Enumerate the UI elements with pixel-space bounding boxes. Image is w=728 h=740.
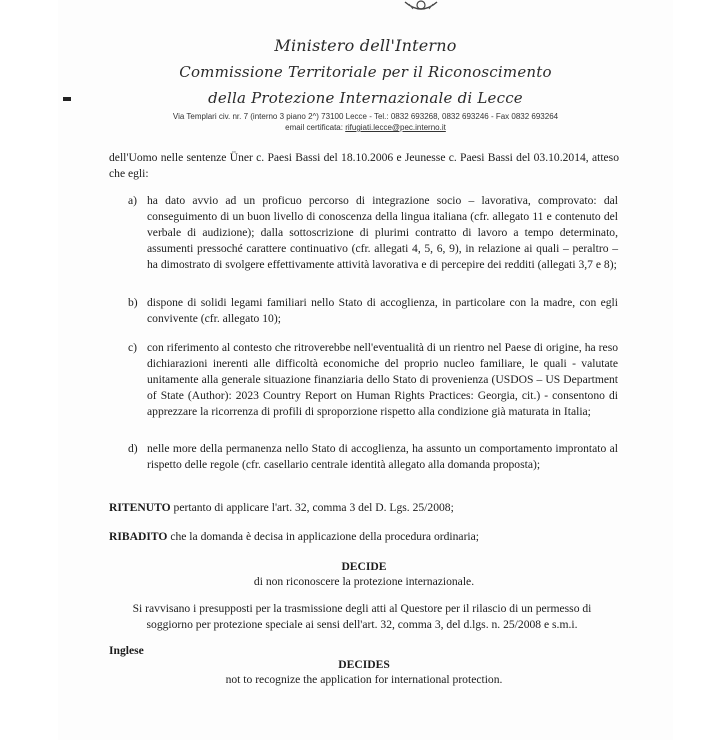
list-item	[128, 441, 618, 473]
list-item-text: nelle more della permanenza nello Stato di accoglienza, ha assunto un comportamento improntato al rispetto delle regole (cfr. casellario centrale identità allegato alla domanda proposta);	[147, 442, 618, 471]
ritenuto-paragraph	[109, 500, 619, 516]
ritenuto-text: pertanto di applicare l'art. 32, comma 3 del D. Lgs. 25/2008;	[170, 501, 454, 514]
email-link[interactable]: rifugiati.lecce@pec.interno.it	[345, 123, 446, 132]
email-label: email certificata:	[285, 123, 346, 132]
ribadito-text: che la domanda è decisa in applicazione della procedura ordinaria;	[167, 530, 480, 543]
scan-mark	[63, 97, 71, 101]
republic-emblem-icon	[401, 0, 441, 14]
list-item-label: d)	[128, 442, 138, 455]
commission-subtitle: della Protezione Internazionale di Lecce	[208, 89, 523, 107]
decides-heading: DECIDES	[338, 658, 390, 671]
ministry-title: Ministero dell'Interno	[274, 36, 457, 55]
list-item-label: c)	[128, 341, 138, 354]
ritenuto-keyword: RITENUTO	[109, 501, 171, 514]
list-item-text: dispone di solidi legami familiari nello Stato di accoglienza, in particolare con la madre, con egli convivente (cfr. allegato 10);	[147, 296, 618, 325]
list-item-text: con riferimento al contesto che ritroverebbe nell'eventualità di un rientro nel Paese di origine, ha reso dichiarazioni inerenti alle difficoltà economiche del proprio nucleo familiare, le quali - valutate unitamente alla generale situazione finanziaria dello Stato di provenienza (USDOS – US Department of State (Author): 2023 Country Report on Human Rights Practices: Georgia, cit.) - consentono di apprezzare la ricorrenza di profili di sproporzione rispetto alla condizione già maturata in Italia;	[147, 341, 618, 418]
list-item-text: ha dato avvio ad un proficuo percorso di integrazione socio – lavorativa, comprovato: dal conseguimento di un buon livello di conoscenza della lingua italiana (cfr. allegato 11 e contenuto del verbale di audizione); dalla sottoscrizione di plurimi contratto di lavoro a tempo determinato, assumenti pressoché carattere continuativo (cfr. allegati 4, 5, 6, 9), in relazione ai quali – peraltro – ha dimostrato di svolgere effettivamente attività lavorativa e di percepire dei redditi (allegati 3,7 e 8);	[147, 194, 618, 271]
commission-title: Commissione Territoriale per il Riconoscimento	[179, 63, 552, 81]
list-item	[128, 295, 618, 327]
decides-text: not to recognize the application for international protection.	[225, 673, 503, 686]
special-protection-note: Si ravvisano i presupposti per la trasmissione degli atti al Questore per il rilascio di un permesso di soggiorno per protezione speciale ai sensi dell'art. 32, comma 3, del d.lgs. n. 25/2008 e s.m.i.	[132, 602, 592, 631]
ribadito-keyword: RIBADITO	[109, 530, 168, 543]
decide-text: di non riconoscere la protezione internazionale.	[253, 575, 475, 588]
certified-email-line	[58, 123, 673, 132]
intro-paragraph: dell'Uomo nelle sentenze Üner c. Paesi Bassi del 18.10.2006 e Jeunesse c. Paesi Bassi del 03.10.2014, atteso che egli:	[109, 151, 619, 180]
ribadito-paragraph	[109, 529, 619, 545]
list-item	[128, 340, 618, 420]
list-item-label: a)	[128, 194, 138, 207]
office-address: Via Templari civ. nr. 7 (interno 3 piano 2^) 73100 Lecce - Tel.: 0832 693268, 0832 693246 - Fax 0832 693264	[172, 112, 559, 121]
decide-heading: DECIDE	[341, 560, 387, 573]
language-label: Inglese	[109, 644, 144, 657]
list-item-label: b)	[128, 296, 138, 309]
list-item	[128, 193, 618, 273]
